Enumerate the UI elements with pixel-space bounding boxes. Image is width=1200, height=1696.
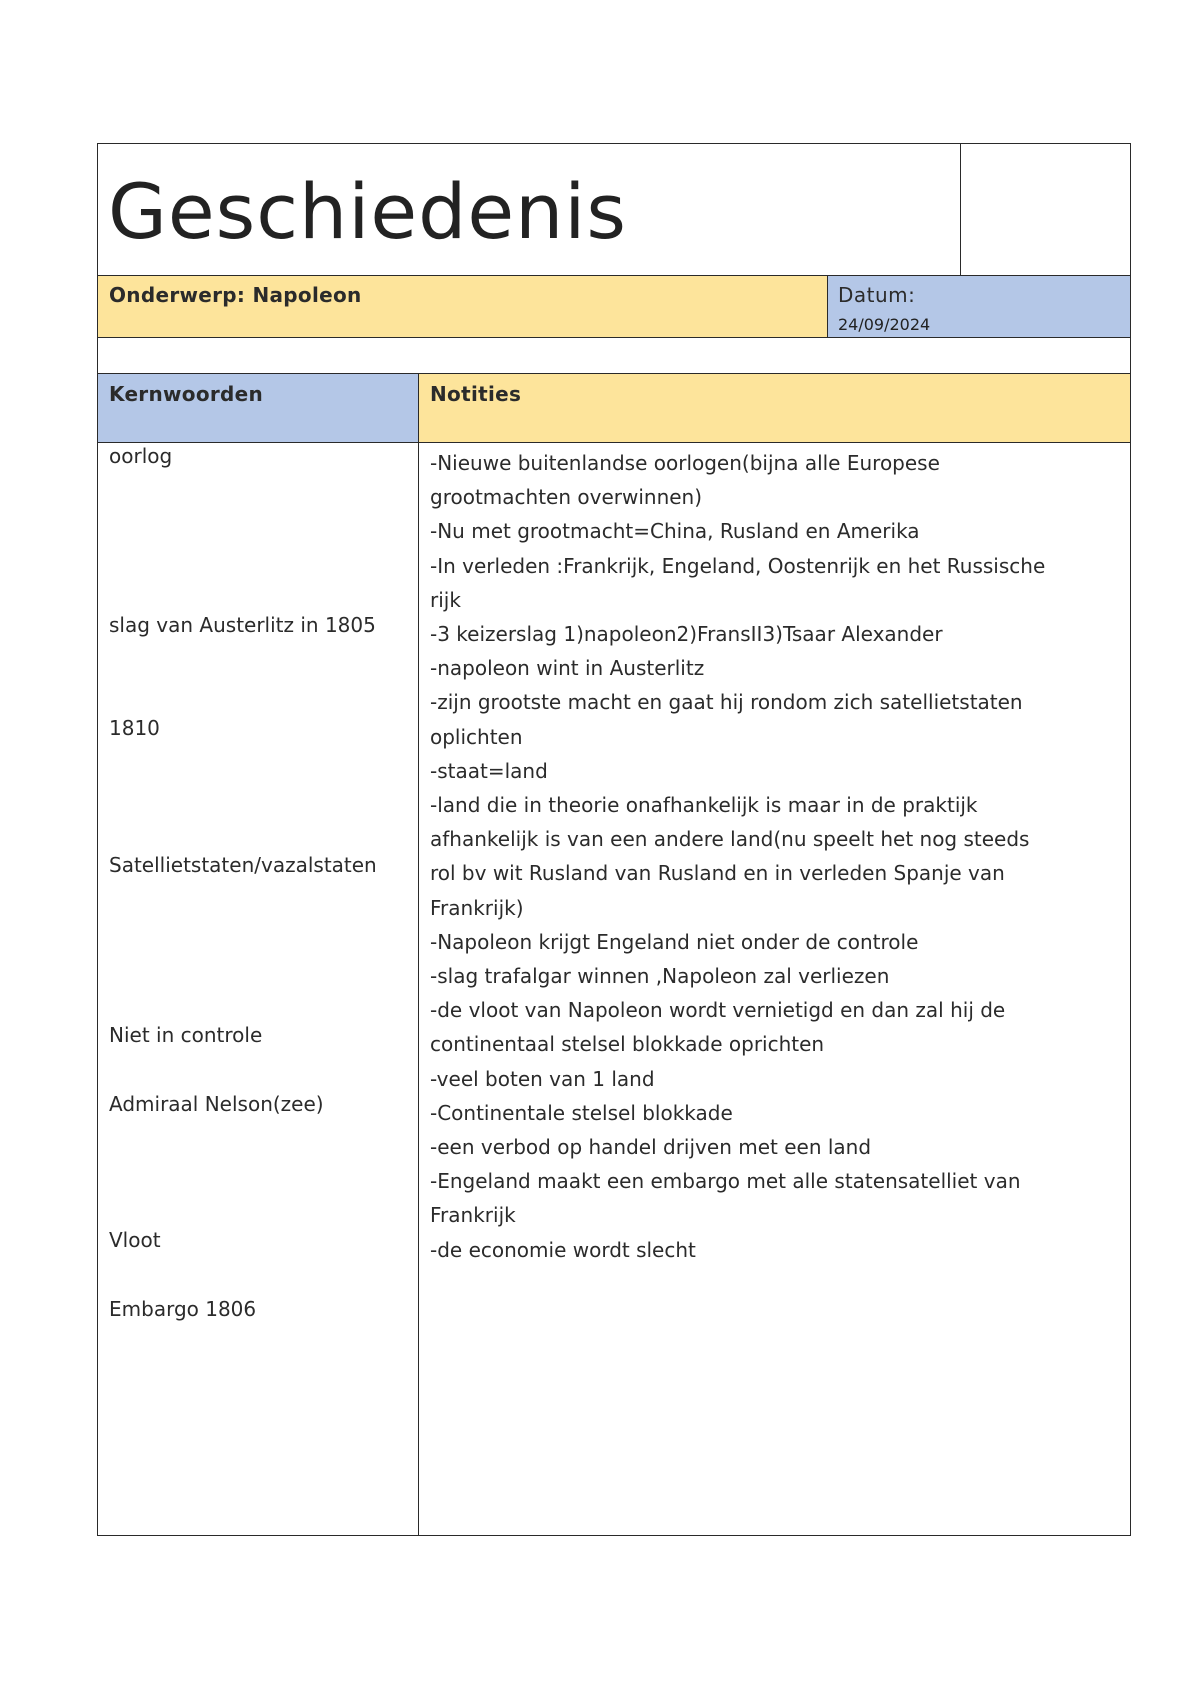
keyword-item: Vloot [109, 1228, 161, 1252]
note-line: -veel boten van 1 land [430, 1066, 655, 1091]
keyword-item: slag van Austerlitz in 1805 [109, 613, 376, 637]
page-title: Geschiedenis [108, 167, 627, 256]
note-line: -slag trafalgar winnen ,Napoleon zal verliezen [430, 964, 890, 989]
note-line: -een verbod op handel drijven met een land [430, 1135, 872, 1160]
keyword-item: oorlog [109, 444, 173, 468]
note-line: continentaal stelsel blokkade oprichten [430, 1032, 825, 1057]
subject-date-divider [827, 276, 828, 337]
note-line: -staat=land [430, 758, 548, 783]
keyword-item: Admiraal Nelson(zee) [109, 1092, 324, 1116]
notes-body [430, 446, 1120, 1267]
column-divider [418, 373, 419, 1535]
subject-label: Onderwerp: Napoleon [109, 283, 362, 307]
note-line: -Nu met grootmacht=China, Rusland en Amerika [430, 519, 920, 544]
note-line: -napoleon wint in Austerlitz [430, 656, 705, 681]
note-line: afhankelijk is van een andere land(nu speelt het nog steeds [430, 827, 1030, 852]
note-line: rol bv wit Rusland van Rusland en in verleden Spanje van [430, 861, 1005, 886]
date-label: Datum: [838, 283, 916, 307]
note-line: oplichten [430, 724, 523, 749]
note-line: rijk [430, 587, 461, 612]
note-line: -zijn grootste macht en gaat hij rondom zich satellietstaten [430, 690, 1023, 715]
note-line: -land die in theorie onafhankelijk is maar in de praktijk [430, 793, 978, 818]
note-line: Frankrijk [430, 1203, 516, 1228]
note-line: -de vloot van Napoleon wordt vernietigd en dan zal hij de [430, 998, 1006, 1023]
note-line: -Nieuwe buitenlandse oorlogen(bijna alle Europese [430, 451, 940, 475]
note-line: -In verleden :Frankrijk, Engeland, Oostenrijk en het Russische [430, 553, 1046, 578]
table-top-line [97, 373, 1131, 374]
note-line: -Napoleon krijgt Engeland niet onder de controle [430, 929, 919, 954]
note-line: Frankrijk) [430, 895, 524, 920]
keyword-item: Satellietstaten/vazalstaten [109, 853, 377, 877]
keywords-column-header: Kernwoorden [109, 382, 264, 406]
note-line: -de economie wordt slecht [430, 1237, 696, 1262]
date-value: 24/09/2024 [838, 315, 931, 334]
title-bottom-line [97, 275, 1131, 276]
table-header-bottom-line [97, 442, 1131, 443]
note-line: -Continentale stelsel blokkade [430, 1100, 733, 1125]
keyword-item: Niet in controle [109, 1023, 263, 1047]
subject-bottom-line [97, 337, 1131, 338]
notes-column-header: Notities [430, 382, 522, 406]
title-divider [960, 143, 961, 276]
note-line: -3 keizerslag 1)napoleon2)FransII3)Tsaar Alexander [430, 622, 943, 647]
note-line: grootmachten overwinnen) [430, 485, 703, 510]
keyword-item: Embargo 1806 [109, 1297, 257, 1321]
note-line: -Engeland maakt een embargo met alle statensatelliet van [430, 1169, 1021, 1194]
keyword-item: 1810 [109, 716, 160, 740]
